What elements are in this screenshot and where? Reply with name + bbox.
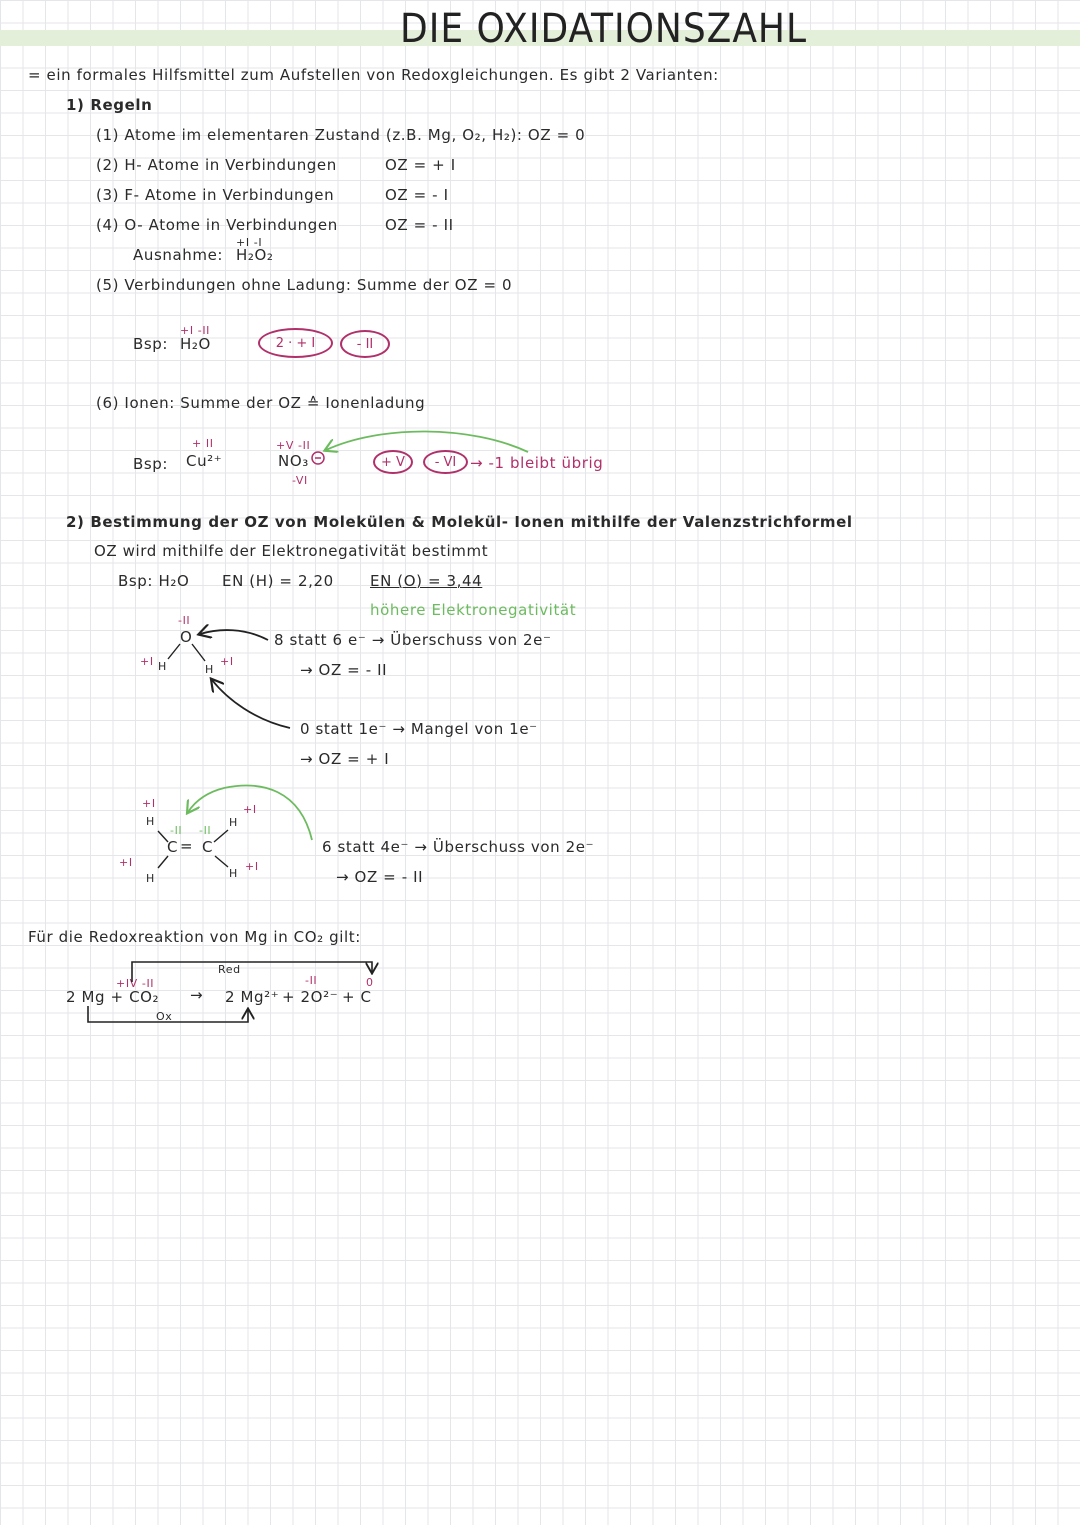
redox-intro: Für die Redoxreaktion von Mg in CO₂ gilt: <box>28 928 361 946</box>
ethene-c1-oxidation: -II <box>170 824 183 837</box>
redox-ox-bracket <box>88 1006 248 1022</box>
rule-6: (6) Ionen: Summe der OZ ≙ Ionenladung <box>96 394 426 412</box>
water-o-atom: O <box>180 628 193 646</box>
water-h1-oxidation: +I <box>140 655 154 668</box>
rule-2: (2) H- Atome in Verbindungen <box>96 156 337 174</box>
example-6-no3: NO₃ <box>278 452 309 470</box>
ethene-c1-atom: C <box>167 838 179 856</box>
example-5-oval-oxygen: - II <box>340 330 390 358</box>
redox-rhs-mg: 2 Mg²⁺ <box>225 988 280 1006</box>
redox-rhs-o-oxidation: -II <box>305 974 318 987</box>
rule-4: (4) O- Atome in Verbindungen <box>96 216 338 234</box>
section2-subheading: OZ wird mithilfe der Elektronegativität bestimmt <box>94 542 489 560</box>
rule-1: (1) Atome im elementaren Zustand (z.B. Mg, O₂, H₂): OZ = 0 <box>96 126 586 144</box>
example-5-label: Bsp: <box>133 335 169 353</box>
page-title: DIE OXIDATIONSZAHL <box>400 6 808 52</box>
example-6-oval-oxygen: - VI <box>423 450 468 474</box>
example-6-cu-oxidation: + II <box>192 437 214 450</box>
en-hydrogen: EN (H) = 2,20 <box>222 572 334 590</box>
example-5-oxidation-numbers: +I -II <box>180 324 211 337</box>
water-o-oxidation: -II <box>178 614 191 627</box>
rule-2-value: OZ = + I <box>385 156 456 174</box>
higher-en-note: höhere Elektronegativität <box>370 601 577 619</box>
ethene-c-note-2: → OZ = - II <box>336 868 424 886</box>
water-h2-atom: H <box>205 663 214 676</box>
redox-red-label: Red <box>218 963 241 976</box>
redox-lhs: 2 Mg + CO₂ <box>66 988 160 1006</box>
ethene-green-arrow <box>188 786 312 840</box>
redox-red-bracket <box>132 962 372 982</box>
redox-rhs-c: + C <box>342 988 372 1006</box>
example-6-cu: Cu²⁺ <box>186 452 223 470</box>
exception-oxidation-numbers: +I -I <box>236 236 263 249</box>
ethene-h4-oxidation: +I <box>245 860 259 873</box>
ethene-double-bond: = <box>180 837 194 855</box>
rule-4-value: OZ = - II <box>385 216 454 234</box>
water-o-note-2: → OZ = - II <box>300 661 388 679</box>
example-6-no3-sum: -VI <box>292 474 308 487</box>
ethene-h2-oxidation: +I <box>243 803 257 816</box>
intro-text: = ein formales Hilfsmittel zum Aufstellen von Redoxgleichungen. Es gibt 2 Varianten: <box>28 66 719 84</box>
redox-lhs-oxidation: +IV -II <box>116 977 155 990</box>
example-6-label: Bsp: <box>133 455 169 473</box>
section1-heading: 1) Regeln <box>66 96 153 114</box>
example-6-oval-nitrogen: + V <box>373 450 413 474</box>
example-6-remainder-note: → -1 bleibt übrig <box>470 454 604 472</box>
ethene-c2-atom: C <box>202 838 214 856</box>
rule-3-value: OZ = - I <box>385 186 449 204</box>
example-5-oval-hydrogen: 2 · + I <box>258 328 333 358</box>
exception-label: Ausnahme: <box>133 246 224 264</box>
en-oxygen: EN (O) = 3,44 <box>370 572 483 590</box>
water-h2-oxidation: +I <box>220 655 234 668</box>
exception-formula: H₂O₂ <box>236 246 274 264</box>
ethene-h1-atom: H <box>146 815 155 828</box>
no3-green-arrow <box>326 431 528 452</box>
redox-arrow: → <box>190 986 204 1004</box>
water-h1-atom: H <box>158 660 167 673</box>
water-h-note-2: → OZ = + I <box>300 750 390 768</box>
redox-ox-label: Ox <box>156 1010 173 1023</box>
example-6-no3-oxidation: +V -II <box>276 439 311 452</box>
redox-rhs-o: + 2O²⁻ <box>282 988 339 1006</box>
ethene-h2-atom: H <box>229 816 238 829</box>
section2-example: Bsp: H₂O <box>118 572 190 590</box>
water-o-note-1: 8 statt 6 e⁻ → Überschuss von 2e⁻ <box>274 631 552 649</box>
ethene-h1-oxidation: +I <box>142 797 156 810</box>
water-o-arrow <box>200 630 268 640</box>
redox-rhs-c-oxidation: 0 <box>366 976 374 989</box>
rule-5: (5) Verbindungen ohne Ladung: Summe der OZ = 0 <box>96 276 513 294</box>
section2-heading: 2) Bestimmung der OZ von Molekülen & Molekül- Ionen mithilfe der Valenzstrichformel <box>66 513 853 531</box>
ethene-h4-atom: H <box>229 867 238 880</box>
ethene-h3-atom: H <box>146 872 155 885</box>
example-5-formula: H₂O <box>180 335 211 353</box>
rule-3: (3) F- Atome in Verbindungen <box>96 186 335 204</box>
ethene-h3-oxidation: +I <box>119 856 133 869</box>
water-h-arrow <box>212 680 290 728</box>
water-h-note-1: 0 statt 1e⁻ → Mangel von 1e⁻ <box>300 720 538 738</box>
ethene-c-note-1: 6 statt 4e⁻ → Überschuss von 2e⁻ <box>322 838 595 856</box>
ethene-c2-oxidation: -II <box>199 824 212 837</box>
